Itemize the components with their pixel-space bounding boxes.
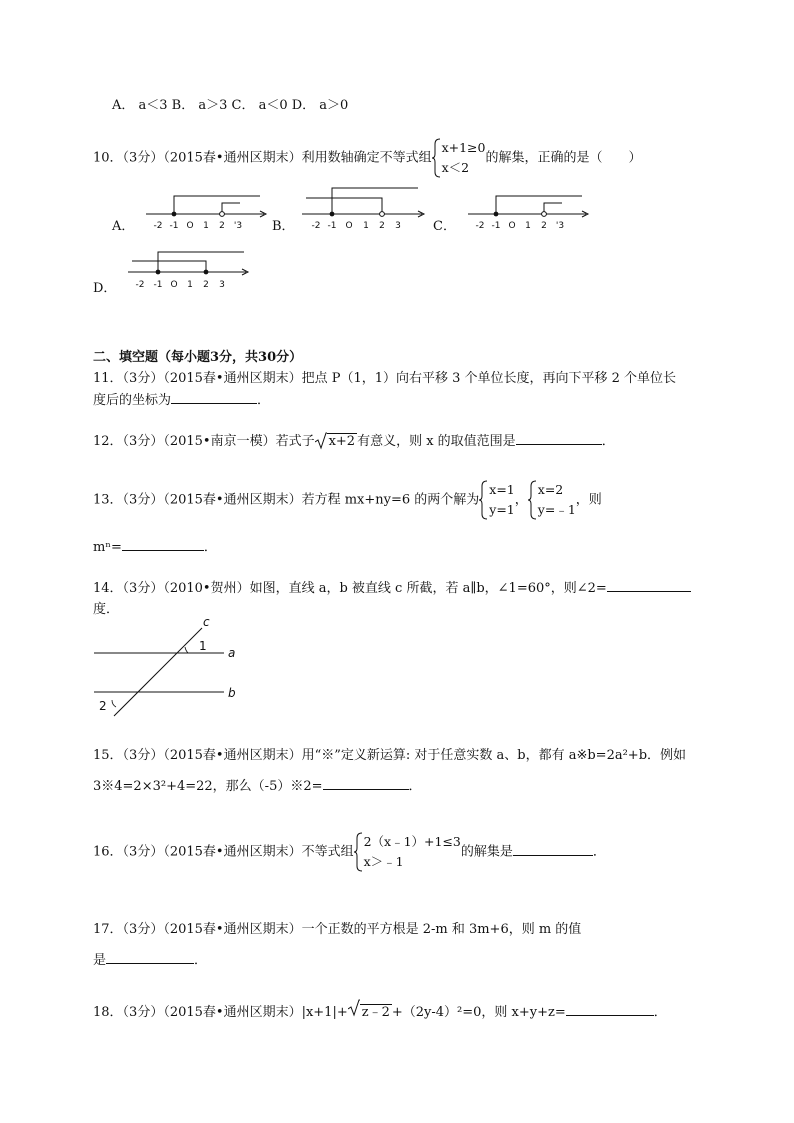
- label-c: c: [203, 615, 210, 629]
- q18-answer-blank[interactable]: [566, 1003, 654, 1016]
- question-17-line2: [93, 949, 207, 968]
- q10-prefix: 10．（3分）（2015春•通州区期末）利用数轴确定不等式组: [93, 150, 432, 166]
- tick-label: 1: [203, 221, 209, 231]
- tick-label: -1: [153, 280, 163, 290]
- q13-s1-line1: x=1: [489, 482, 515, 497]
- tick-label: '3: [233, 221, 243, 231]
- q18-prefix: 18．（3分）（2015春•通州区期末）|x+1|+: [93, 1005, 348, 1020]
- q16-prefix: 16．（3分）（2015春•通州区期末）不等式组: [93, 844, 354, 860]
- q16-system-line2: x＞﹣1: [363, 854, 404, 869]
- q11-line1: 11．（3分）（2015春•通州区期末）把点 P（1，1）向右平移 3 个单位长度，再向下平移 2 个单位长: [93, 371, 677, 386]
- q16-end: ．: [592, 844, 606, 860]
- q18-end: ．: [653, 1005, 667, 1020]
- sqrt-icon: [315, 432, 327, 450]
- number-line-a: [140, 188, 272, 236]
- q13-suffix: ，则: [575, 492, 602, 508]
- tick-label: 2: [219, 221, 225, 231]
- question-13-line2: [93, 536, 217, 555]
- tick-label: '3: [555, 221, 565, 231]
- angle-1-label: 1: [199, 639, 207, 653]
- question-14-line1: [93, 577, 691, 596]
- tick-label: -1: [169, 221, 179, 231]
- question-11-line2: [93, 389, 270, 408]
- q12-sqrt: [315, 434, 358, 449]
- brace-icon: [479, 480, 488, 520]
- q10-system-line1: x+1≥0: [441, 140, 486, 155]
- q14-line2: 度．: [93, 602, 120, 617]
- question-18: [93, 1001, 667, 1020]
- q17-line2-prefix: 是: [93, 953, 107, 968]
- q18-sqrt: [348, 1001, 392, 1020]
- q15-answer-blank[interactable]: [323, 777, 409, 790]
- angle-2-label: 2: [99, 699, 107, 713]
- q10-suffix: 的解集，正确的是（ ）: [485, 150, 642, 166]
- tick-label: O: [186, 221, 194, 231]
- q10-option-b-label: B．: [272, 219, 295, 234]
- tick-label: 1: [363, 221, 369, 231]
- number-line-c: [462, 188, 594, 236]
- q14-line1-text: 14．（3分）（2010•贺州）如图，直线 a，b 被直线 c 所截，若 a∥b，∠1=60°，则∠2=: [93, 581, 607, 596]
- q16-suffix: 的解集是: [460, 844, 513, 860]
- q12-prefix: 12．（3分）（2015•南京一模）若式子: [93, 434, 315, 449]
- q17-end: ．: [194, 953, 208, 968]
- q13-line2-prefix: mⁿ=: [93, 540, 122, 555]
- tick-label: 2: [541, 221, 547, 231]
- tick-label: -2: [475, 221, 485, 231]
- question-13: [93, 480, 602, 520]
- q12-suffix: 有意义，则 x 的取值范围是: [357, 434, 516, 449]
- number-line-d: [124, 248, 256, 296]
- tick-label: 1: [187, 280, 193, 290]
- q10-option-a-label: A．: [112, 219, 135, 234]
- tick-label: -1: [327, 221, 337, 231]
- q13-system-1: [479, 480, 515, 520]
- q13-system-2: [528, 480, 576, 520]
- q13-s2-line2: y=﹣1: [537, 502, 576, 517]
- tick-label: O: [170, 280, 178, 290]
- q15-line2-prefix: 3※4=2×3²+4=22，那么（-5）※2=: [93, 779, 323, 794]
- q18-suffix: +（2y-4）²=0，则 x+y+z=: [391, 1005, 566, 1020]
- label-b: b: [228, 686, 236, 700]
- q13-end: ．: [203, 540, 217, 555]
- tick-label: 2: [203, 280, 209, 290]
- q13-comma: ，: [514, 492, 528, 508]
- number-line-b: [296, 182, 430, 236]
- q13-answer-blank[interactable]: [122, 538, 204, 551]
- q18-radicand: z﹣2: [361, 1005, 390, 1020]
- q9-options: A． a＜3 B． a＞3 C． a＜0 D． a＞0: [112, 98, 349, 113]
- q13-s2-line1: x=2: [537, 482, 564, 497]
- q13-prefix: 13．（3分）（2015春•通州区期末）若方程 mx+ny=6 的两个解为: [93, 492, 480, 508]
- q10-option-d-label: D．: [93, 281, 117, 296]
- brace-icon: [528, 480, 537, 520]
- brace-icon: [354, 832, 363, 872]
- q17-answer-blank[interactable]: [106, 951, 194, 964]
- tick-label: 3: [395, 221, 401, 231]
- q11-end: ．: [257, 393, 271, 408]
- tick-label: -2: [153, 221, 163, 231]
- q12-end: ．: [601, 434, 615, 449]
- q16-system-line1: 2（x﹣1）+1≤3: [363, 834, 461, 849]
- tick-label: 1: [525, 221, 531, 231]
- q12-radicand: x+2: [328, 434, 356, 449]
- parallel-lines-figure: [92, 612, 252, 720]
- section-heading-fill-in: 二、填空题（每小题3分，共30分）: [93, 350, 303, 365]
- q10-option-c-label: C．: [433, 219, 456, 234]
- brace-icon: [432, 138, 441, 178]
- q17-line1: 17．（3分）（2015春•通州区期末）一个正数的平方根是 2-m 和 3m+6，则 m 的值: [93, 922, 582, 937]
- q12-answer-blank[interactable]: [516, 432, 602, 445]
- q16-system: [354, 832, 461, 872]
- tick-label: O: [508, 221, 516, 231]
- tick-label: -2: [311, 221, 321, 231]
- question-12: [93, 430, 615, 449]
- tick-label: -2: [135, 280, 145, 290]
- q15-line1: 15．（3分）（2015春•通州区期末）用“※”定义新运算: 对于任意实数 a、b，都有 a※b=2a²+b．例如: [93, 748, 687, 763]
- q11-answer-blank[interactable]: [171, 391, 257, 404]
- question-15-line2: [93, 775, 422, 794]
- tick-label: 2: [379, 221, 385, 231]
- q10-system: [432, 138, 486, 178]
- line-c: [114, 628, 202, 716]
- question-16: [93, 832, 606, 872]
- q16-answer-blank[interactable]: [513, 843, 593, 856]
- q11-line2-text: 度后的坐标为: [93, 393, 172, 408]
- tick-label: 3: [219, 280, 225, 290]
- tick-label: O: [345, 221, 353, 231]
- q13-s1-line2: y=1: [489, 502, 515, 517]
- tick-label: -1: [491, 221, 501, 231]
- question-10: [93, 138, 642, 178]
- label-a: a: [228, 646, 236, 660]
- sqrt-icon: [348, 999, 360, 1017]
- q14-answer-blank[interactable]: [607, 579, 691, 592]
- q15-end: ．: [408, 779, 422, 794]
- q10-system-line2: x＜2: [441, 160, 470, 175]
